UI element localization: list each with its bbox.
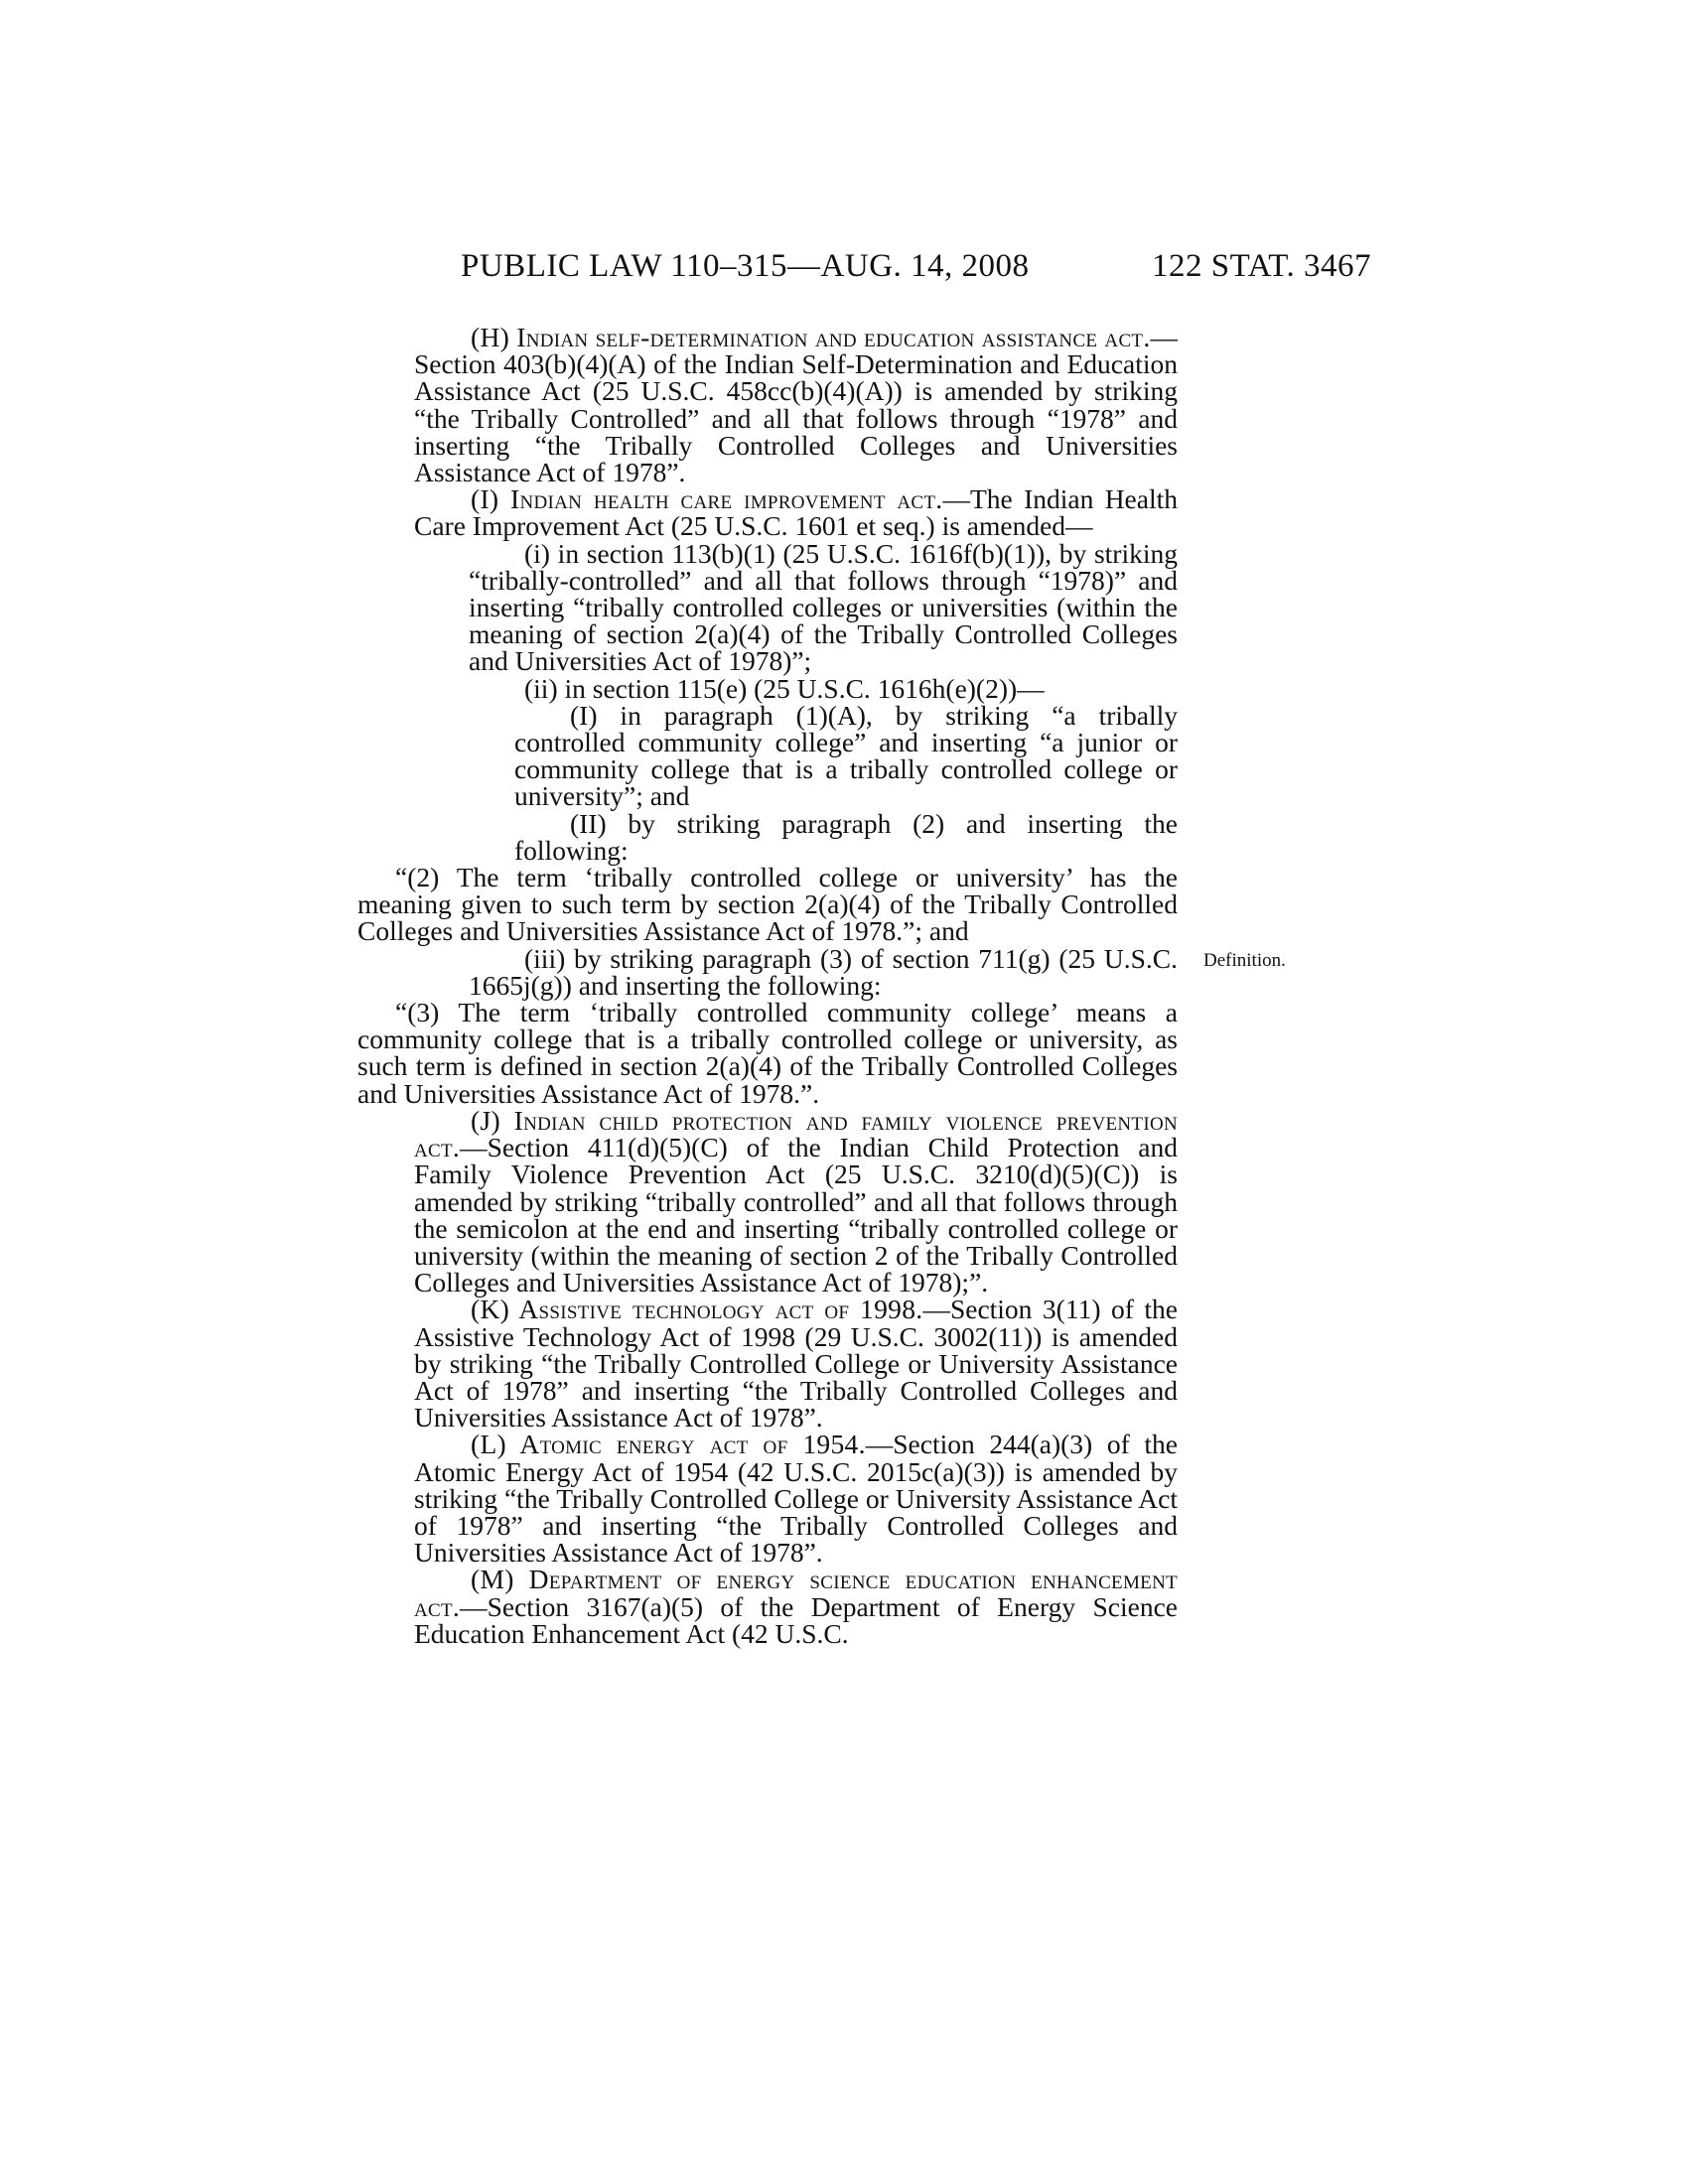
heading-I: (I) Indian health care improvement act. bbox=[471, 483, 943, 515]
paragraph-H bbox=[357, 322, 1178, 488]
heading-J: (J) Indian child protection and family violence prevention act. bbox=[414, 1104, 1178, 1163]
text-K: —Section 3(11) of the Assistive Technology Act of 1998 (29 U.S.C. 3002(11)) is amended by striking “the Tribally Controlled College or University Assistance Act of 1978” and inserting “the Tribally Controlled Colleges and Universities Assistance Act of 1978”. bbox=[414, 1294, 1178, 1433]
heading-H: (H) Indian self-determination and education assistance act. bbox=[471, 322, 1151, 352]
text-L: —Section 244(a)(3) of the Atomic Energy Act of 1954 (42 U.S.C. 2015c(a)(3)) is amended by striking “the Tribally Controlled College or University Assistance Act of 1978” and inserting “the Tribally Controlled Colleges and Universities Assistance Act of 1978”. bbox=[414, 1429, 1178, 1569]
heading-L: (L) Atomic energy act of 1954. bbox=[471, 1429, 866, 1460]
document-body bbox=[357, 324, 1178, 1647]
clause-I-ii: (ii) in section 115(e) (25 U.S.C. 1616h(e)(2))— bbox=[524, 672, 1045, 704]
text-J: —Section 411(d)(5)(C) of the Indian Child Protection and Family Violence Prevention Act (25 U.S.C. 3210(d)(5)(C)) is amended by striking “tribally controlled” and all that follows through the semicolon at the end and inserting “tribally controlled college or university (within the meaning of section 2 of the Tribally Controlled Colleges and Universities Assistance Act of 1978);”. bbox=[414, 1132, 1178, 1298]
subclause-I-ii-II: (II) by striking paragraph (2) and inserting the following: bbox=[514, 807, 1178, 866]
subclause-I-ii-I: (I) in paragraph (1)(A), by striking “a tribally controlled community college” and inserting “a junior or community college that is a tribally controlled college or university”; and bbox=[514, 699, 1178, 812]
margin-note-definition: Definition. bbox=[1203, 950, 1286, 971]
text-M: —Section 3167(a)(5) of the Department of Energy Science Education Enhancement Act (42 U.S.C. bbox=[414, 1590, 1178, 1649]
paragraph-J bbox=[357, 1104, 1178, 1298]
heading-M: (M) Department of energy science education enhancement act. bbox=[414, 1564, 1178, 1622]
quoted-definition-2: “(2) The term ‘tribally controlled college or university’ has the meaning given to such term by section 2(a)(4) of the Tribally Controlled Colleges and Universities Assistance Act of 1978.”; and bbox=[357, 862, 1178, 947]
clause-I-i: (i) in section 113(b)(1) (25 U.S.C. 1616f(b)(1)), by striking “tribally-controlled” and all that follows through “1978)” and inserting “tribally controlled colleges or universities (within the meaning of section 2(a)(4) of the Tribally Controlled Colleges and Universities Act of 1978)”; bbox=[469, 537, 1178, 677]
clause-I-iii: (iii) by striking paragraph (3) of section 711(g) (25 U.S.C. 1665j(g)) and inserting the following: bbox=[469, 942, 1178, 1001]
heading-K: (K) Assistive technology act of 1998. bbox=[471, 1294, 923, 1325]
text-I: —The Indian Health Care Improvement Act (25 U.S.C. 1601 et seq.) is amended— bbox=[414, 483, 1178, 542]
paragraph-K bbox=[357, 1296, 1178, 1431]
running-header-law: PUBLIC LAW 110–315—AUG. 14, 2008 bbox=[461, 248, 1030, 284]
paragraph-L bbox=[357, 1429, 1178, 1569]
text-H: —Section 403(b)(4)(A) of the Indian Self-Determination and Education Assistance Act (25 U.S.C. 458cc(b)(4)(A)) is amended by striking “the Tribally Controlled” and all that follows through “1978” and inserting “the Tribally Controlled Colleges and Universities Assistance Act of 1978”. bbox=[414, 322, 1178, 488]
quoted-definition-3: “(3) The term ‘tribally controlled community college’ means a community college that is a tribally controlled college or university, as such term is defined in section 2(a)(4) of the Tribally Controlled Colleges and Universities Assistance Act of 1978.”. bbox=[357, 997, 1178, 1109]
running-header-stat: 122 STAT. 3467 bbox=[1152, 248, 1372, 284]
paragraph-M bbox=[357, 1566, 1178, 1647]
paragraph-I bbox=[357, 483, 1178, 542]
